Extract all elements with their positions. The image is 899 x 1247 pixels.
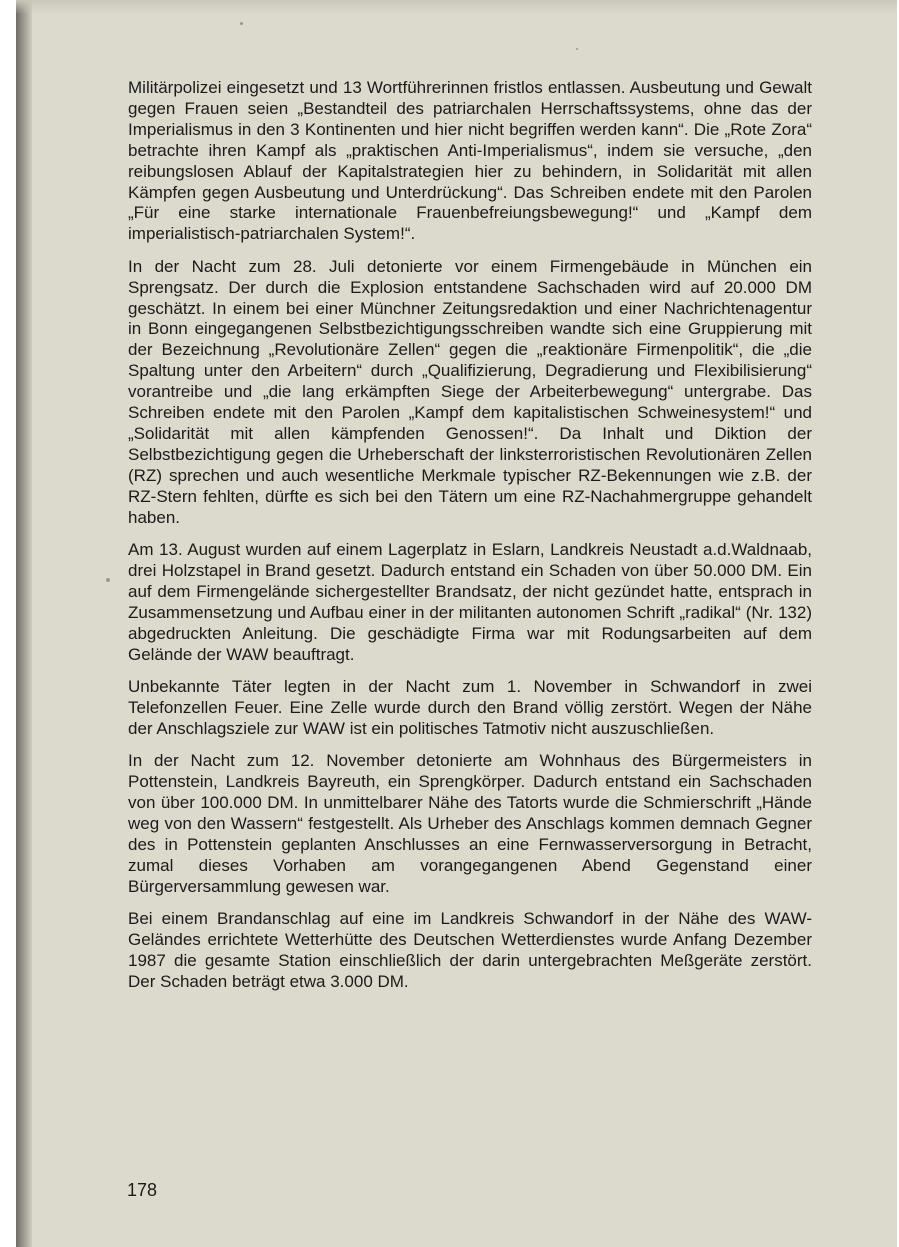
scan-speck — [106, 578, 110, 582]
paragraph-schwandorf-telefonzellen: Unbekannte Täter legten in der Nacht zum 1. November in Schwandorf in zwei Telefonzellen Feuer. Eine Zelle wurde durch den Brand völlig zerstört. Wegen der Nähe der Anschlagsziele zur WAW ist ein politisches Tatmotiv nicht auszuschließen. — [128, 676, 812, 738]
page-top-shadow — [16, 0, 897, 14]
paragraph-rote-zora: Militärpolizei eingesetzt und 13 Wortführerinnen fristlos entlassen. Ausbeutung und Gewalt gegen Frauen seien „Bestandteil des patriarchalen Herrschaftssystems, ohne das der Imperialismus in den 3 Kontinenten und hier nicht begriffen werden kann“. Die „Rote Zora“ betrachte ihren Kampf als „praktischen Anti-Imperialismus“, indem sie versuche, „den reibungslosen Ablauf der Kapitalstrategien hier zu behindern, in Solidarität mit allen Kämpfen gegen Ausbeutung und Unterdrückung“. Das Schreiben endete mit den Parolen „Für eine starke internationale Frauenbefreiungsbewegung!“ und „Kampf dem imperialistisch-patriarchalen System!“. — [128, 78, 812, 244]
paragraph-muenchen: In der Nacht zum 28. Juli detonierte vor einem Firmengebäude in München ein Sprengsatz. Der durch die Explosion entstandene Sachschaden wird auf 20.000 DM geschätzt. In einem bei einer Münchner Zeitungsredaktion und einer Nachrichtenagentur in Bonn eingegangenen Selbstbezichtigungsschreiben wandte sich eine Gruppierung mit der Bezeichnung „Revolutionäre Zellen“ gegen die „reaktionäre Firmenpolitik“, die „die Spaltung unter den Arbeitern“ durch „Qualifizierung, Degradierung und Flexibilisierung“ vorantreibe und „die lang erkämpften Siege der Arbeiterbewegung“ untergrabe. Das Schreiben endete mit den Parolen „Kampf dem kapitalistischen Schweinesystem!“ und „Solidarität mit allen kämpfenden Genossen!“. Da Inhalt und Diktion der Selbstbezichtigung gegen die Urheberschaft der linksterroristischen Revolutionären Zellen (RZ) sprechen und auch wesentliche Merkmale typischer RZ-Bekennungen wie z.B. der RZ-Stern fehlten, dürfte es sich bei den Tätern um eine RZ-Nachahmergruppe gehandelt haben. — [128, 256, 812, 527]
page-spine-shadow — [16, 0, 32, 1247]
paragraph-wetterhuette: Bei einem Brandanschlag auf eine im Landkreis Schwandorf in der Nähe des WAW-Geländes errichtete Wetterhütte des Deutschen Wetterdienstes wurde Anfang Dezember 1987 die gesamte Station einschließlich der darin untergebrachten Meßgeräte zerstört. Der Schaden beträgt etwa 3.000 DM. — [128, 909, 812, 991]
paragraph-eslarn: Am 13. August wurden auf einem Lagerplatz in Eslarn, Landkreis Neustadt a.d.Waldnaab, drei Holzstapel in Brand gesetzt. Dadurch entstand ein Schaden von über 50.000 DM. Ein auf dem Firmengelände sichergestellter Brandsatz, der nicht gezündet hatte, entsprach in Zusammensetzung und Aufbau einer in der militanten autonomen Schrift „radikal“ (Nr. 132) abgedruckten Anleitung. Die geschädigte Firma war mit Rodungsarbeiten auf dem Gelände der WAW beauftragt. — [128, 540, 812, 664]
scan-speck — [576, 48, 578, 50]
paragraph-pottenstein: In der Nacht zum 12. November detonierte am Wohnhaus des Bürgermeisters in Pottenstein, Landkreis Bayreuth, ein Sprengkörper. Dadurch entstand ein Sachschaden von über 100.000 DM. In unmittelbarer Nähe des Tatorts wurde die Schmierschrift „Hände weg von den Wassern“ festgestellt. Als Urheber des Anschlags kommen demnach Gegner des in Pottenstein geplanten Anschlusses an eine Fernwasserversorgung in Betracht, zumal dieses Vorhaben am vorangegangenen Abend Gegenstand einer Bürgerversammlung gewesen war. — [128, 751, 812, 896]
page-number: 178 — [127, 1180, 158, 1200]
scan-speck — [240, 22, 243, 25]
body-text — [128, 78, 812, 1004]
